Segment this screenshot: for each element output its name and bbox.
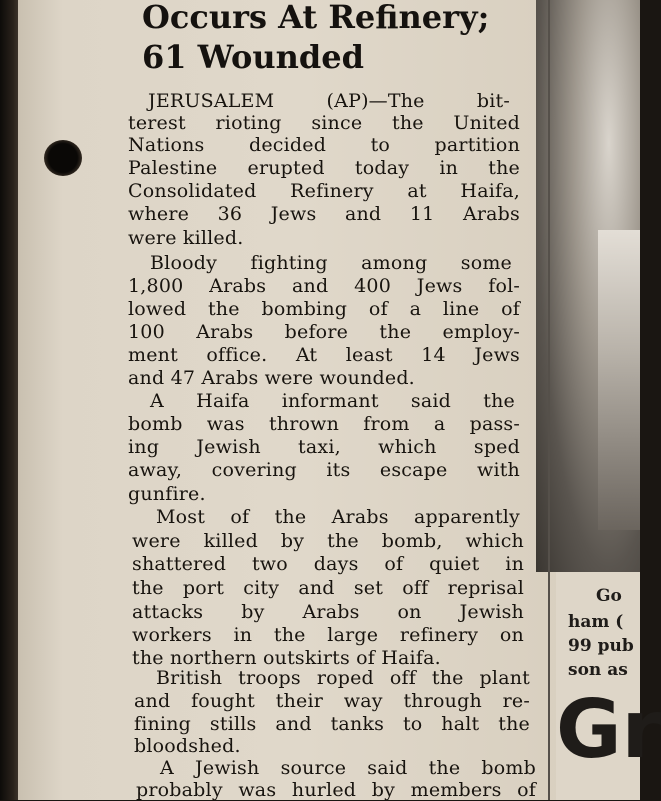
- article-line: Bloody fighting among some: [150, 252, 512, 274]
- caption-line: ham (: [568, 612, 624, 632]
- article-line: probably was hurled by members of: [136, 779, 536, 801]
- column-rule: [548, 0, 550, 800]
- article-line: lowed the bombing of a line of: [128, 298, 520, 320]
- article-line: the port city and set off reprisal: [132, 577, 524, 599]
- article-line: and fought their way through re-: [134, 690, 530, 712]
- article-line: Palestine erupted today in the: [128, 157, 520, 179]
- article-line: Most of the Arabs apparently: [156, 506, 520, 528]
- article-line: ment office. At least 14 Jews: [128, 344, 520, 366]
- article-line: Nations decided to partition: [128, 134, 520, 156]
- article-line: gunfire.: [128, 483, 206, 505]
- article-line: away, covering its escape with: [128, 459, 520, 481]
- article-line: bloodshed.: [134, 735, 241, 757]
- article-line: British troops roped off the plant: [156, 667, 530, 689]
- article-line: where 36 Jews and 11 Arabs: [128, 203, 520, 225]
- caption-line: son as: [568, 660, 628, 680]
- article-line: and 47 Arabs were wounded.: [128, 367, 415, 389]
- article-line: were killed by the bomb, which: [132, 530, 524, 552]
- headline-line-1: Occurs At Refinery;: [142, 0, 490, 36]
- article-line: shattered two days of quiet in: [132, 553, 524, 575]
- side-headline: Gr: [556, 683, 661, 776]
- caption-line: 99 pub: [568, 636, 634, 656]
- article-line: JERUSALEM (AP)—The bit-: [148, 90, 510, 112]
- article-line: 1,800 Arabs and 400 Jews fol-: [128, 275, 520, 297]
- article-line: were killed.: [128, 227, 244, 249]
- article-line: A Jewish source said the bomb: [160, 757, 536, 779]
- article-line: attacks by Arabs on Jewish: [132, 601, 524, 623]
- article-line: ing Jewish taxi, which sped: [128, 436, 520, 458]
- article-line: bomb was thrown from a pass-: [128, 413, 520, 435]
- article-line: 100 Arabs before the employ-: [128, 321, 520, 343]
- portrait-photo: [536, 0, 640, 572]
- caption-line: Go: [596, 586, 622, 606]
- headline-line-2: 61 Wounded: [142, 38, 364, 76]
- punch-hole: [44, 140, 82, 176]
- article-line: terest rioting since the United: [128, 112, 520, 134]
- article-line: the northern outskirts of Haifa.: [132, 647, 441, 669]
- article-line: fining stills and tanks to halt the: [134, 713, 530, 735]
- article-line: Consolidated Refinery at Haifa,: [128, 180, 520, 202]
- article-line: workers in the large refinery on: [132, 624, 524, 646]
- article-line: A Haifa informant said the: [150, 390, 515, 412]
